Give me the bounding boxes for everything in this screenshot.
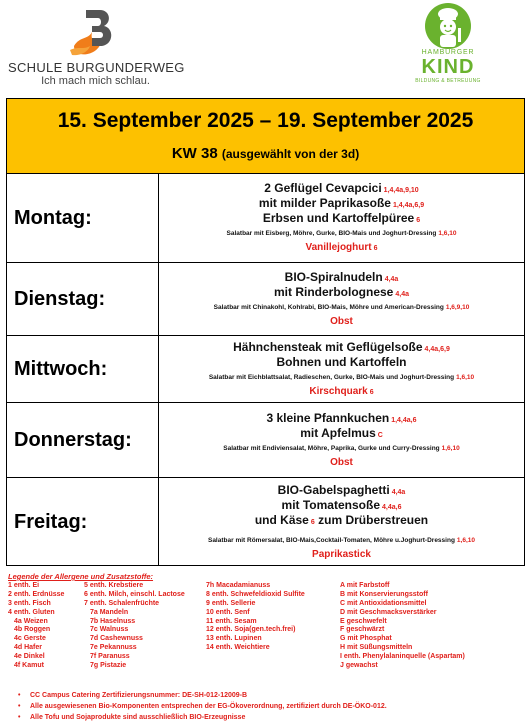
legend-item: 7h Macadamianuss — [206, 582, 271, 589]
allergen-code: 4,4a — [384, 275, 399, 283]
salad-bar-line: Salatbar mit Römersalat, BIO-Mais,Cocktail-Tomaten, Möhre u.Joghurt-Dressing 1,6,10 — [207, 536, 475, 544]
legend-item: 4e Dinkel — [14, 653, 45, 661]
school-logo — [8, 6, 185, 87]
day-row-monday — [7, 174, 524, 263]
meal-line: BIO-Spiralnudeln 4,4a — [284, 269, 399, 284]
meal-line: mit Rinderbolognese 4,4a — [274, 284, 409, 299]
legend-item: 4c Gerste — [14, 635, 46, 643]
legend-item: 4b Roggen — [14, 626, 51, 634]
legend-item: A mit Farbstoff — [340, 582, 390, 589]
allergen-code: 1,6,10 — [456, 536, 475, 544]
legend-item: D mit Geschmacksverstärker — [340, 608, 437, 616]
day-row-tuesday — [7, 263, 524, 336]
legend-item: 12 enth. Soja(gen.tech.frei) — [206, 626, 296, 634]
day-label-cell — [7, 336, 159, 402]
partner-logo — [408, 2, 488, 90]
salad-bar-line: Salatbar mit Chinakohl, Kohlrabi, BIO-Mais, Möhre und American-Dressing 1,6,9,10 — [213, 303, 470, 311]
legend-item: 6 enth. Milch, einschl. Lactose — [84, 590, 185, 598]
salad-bar-line: Salatbar mit Eichblattsalat, Radieschen, Gurke, BIO-Mais und Joghurt-Dressing 1,6,10 — [208, 373, 475, 381]
bio-note: • Alle ausgewiesenen Bio-Komponenten entsprechen der EG-Ökoverordnung, zertifiziert durch DE-ÖKO-012. — [30, 703, 387, 710]
legend-heading: Legende der Allergene und Zusatzstoffe: — [8, 572, 154, 581]
legend-item: 11 enth. Sesam — [206, 617, 257, 625]
salad-bar-line: Salatbar mit Eisberg, Möhre, Gurke, BIO-Mais und Joghurt-Dressing 1,6,10 — [226, 230, 457, 238]
meal-line: mit Tomatensoße 4,4a,6 — [281, 497, 402, 512]
allergen-code: 4,4a,6,9 — [424, 345, 450, 353]
meal-line: BIO-Gabelspaghetti 4,4a — [277, 482, 406, 497]
salad-bar-line: Salatbar mit Endiviensalat, Möhre, Paprika, Gurke und Curry-Dressing 1,6,10 — [223, 444, 460, 452]
meal-line: Bohnen und Kartoffeln — [276, 354, 407, 369]
legend-item: 7 enth. Schalenfrüchte — [84, 599, 160, 607]
day-row-thursday — [7, 403, 524, 478]
day-row-friday — [7, 478, 524, 566]
legend-column-1 — [8, 582, 64, 671]
day-label-cell — [7, 403, 159, 477]
legend-item: 7e Pekannuss — [90, 644, 137, 652]
legend-item: J gewachst — [340, 662, 378, 670]
meal-line: 3 kleine Pfannkuchen 1,4,4a,6 — [266, 410, 417, 425]
meal-line: mit milder Paprikasoße 1,4,4a,6,9 — [258, 196, 425, 211]
day-name: Mittwoch: — [14, 357, 108, 380]
legend-item: 2 enth. Erdnüsse — [8, 590, 65, 598]
legend-item: 8 enth. Schwefeldioxid Sulfite — [206, 590, 305, 598]
allergen-code: 1,6,10 — [441, 444, 460, 452]
legend-item: 10 enth. Senf — [206, 608, 250, 616]
allergen-code: 4,4a — [395, 290, 409, 298]
meal-line: mit Apfelmus C — [300, 425, 383, 440]
allergen-code: 1,4,4a,9,10 — [383, 187, 419, 195]
legend-item: 5 enth. Krebstiere — [84, 582, 144, 589]
legend-column-4 — [340, 582, 465, 671]
meal-line: Erbsen und Kartoffelpüree 6 — [262, 211, 421, 226]
allergen-code: 1,4,4a,6 — [391, 416, 417, 424]
legend-item: G mit Phosphat — [340, 635, 392, 643]
week-date-range: 15. September 2025 – 19. September 2025 — [57, 109, 474, 132]
meal-line: und Käse 6 zum Drüberstreuen — [254, 512, 429, 527]
allergen-code: 1,6,9,10 — [445, 303, 470, 311]
partner-name-top: HAMBURGER — [421, 49, 475, 56]
school-slogan: Ich mach mich schlau. — [41, 75, 150, 87]
allergen-code: 1,6,10 — [438, 230, 457, 238]
allergen-code: 6 — [416, 217, 421, 225]
allergen-code: 6 — [369, 388, 374, 396]
allergen-code: 6 — [310, 518, 315, 526]
legend-item: 3 enth. Fisch — [8, 599, 51, 607]
menu-table — [6, 98, 525, 566]
day-name: Donnerstag: — [14, 428, 132, 451]
dessert-line: Vanillejoghurt 6 — [305, 242, 378, 254]
legend-item: F geschwärzt — [340, 626, 385, 634]
legend-item: 7d Cashewnuss — [90, 635, 143, 643]
legend-item: 4f Kamut — [14, 662, 44, 670]
legend-item: H mit Süßungsmitteln — [340, 644, 413, 652]
meal-line: Hähnchensteak mit Geflügelsoße 4,4a,6,9 — [233, 339, 450, 354]
day-name: Freitag: — [14, 510, 88, 533]
kw-label: KW 38 — [171, 145, 218, 162]
allergen-code: 4,4a,6 — [382, 503, 402, 511]
legend-item: C mit Antioxidationsmittel — [340, 599, 427, 607]
dessert-line: Obst — [330, 456, 353, 468]
day-row-wednesday — [7, 336, 524, 403]
meal-cell — [159, 478, 524, 566]
kw-note: (ausgewählt von der 3d) — [221, 147, 360, 161]
allergen-code: 6 — [373, 245, 378, 253]
meal-cell — [159, 263, 524, 335]
legend-column-3 — [206, 582, 305, 653]
chef-kid-icon — [420, 2, 476, 50]
dessert-line: Kirschquark 6 — [309, 385, 374, 397]
title-band — [7, 99, 524, 174]
legend-item: 4d Hafer — [14, 644, 43, 652]
legend-item: 7g Pistazie — [90, 662, 127, 670]
day-label-cell — [7, 174, 159, 262]
allergen-code: 1,6,10 — [456, 373, 475, 381]
legend-item: 13 enth. Lupinen — [206, 635, 262, 643]
day-label-cell — [7, 263, 159, 335]
certification-note: • CC Campus Catering Zertifizierungsnummer: DE-SH-012-12009-B — [30, 692, 247, 699]
school-name: SCHULE BURGUNDERWEG — [8, 60, 185, 75]
legend-item: 14 enth. Weichtiere — [206, 644, 270, 652]
allergen-code: 4,4a — [391, 488, 406, 496]
meal-cell — [159, 336, 524, 402]
week-number — [7, 145, 524, 162]
school-b-flame-icon — [66, 6, 122, 58]
day-label-cell — [7, 478, 159, 566]
dessert-line: Obst — [330, 315, 353, 327]
allergen-code: 1,4,4a,6,9 — [392, 202, 425, 210]
legend-item: 1 enth. Ei — [8, 582, 40, 589]
soy-note: • Alle Tofu und Sojaprodukte sind ausschließlich BIO-Erzeugnisse — [30, 714, 245, 721]
legend-item: 7f Paranuss — [90, 653, 130, 661]
meal-line: 2 Geflügel Cevapcici 1,4,4a,9,10 — [264, 181, 419, 196]
partner-name-main: KIND — [421, 56, 475, 78]
legend-column-2 — [84, 582, 185, 671]
legend-item: 4a Weizen — [14, 617, 48, 625]
day-name: Dienstag: — [14, 287, 106, 310]
dessert-line: Paprikastick — [312, 548, 371, 560]
legend-item: B mit Konservierungsstoff — [340, 590, 428, 598]
meal-cell — [159, 174, 524, 262]
legend-item: 7b Haselnuss — [90, 617, 136, 625]
legend-item: 7c Walnuss — [90, 626, 129, 634]
legend-item: 9 enth. Sellerie — [206, 599, 256, 607]
meal-cell — [159, 403, 524, 477]
legend-item: E geschwefelt — [340, 617, 387, 625]
partner-name-sub: BILDUNG & BETREUUNG — [415, 78, 481, 84]
legend-item: I enth. Phenylalaninquelle (Aspartam) — [340, 653, 465, 661]
day-name: Montag: — [14, 206, 92, 229]
allergen-code: C — [377, 431, 383, 439]
legend-item: 7a Mandeln — [90, 608, 129, 616]
legend-item: 4 enth. Gluten — [8, 608, 55, 616]
